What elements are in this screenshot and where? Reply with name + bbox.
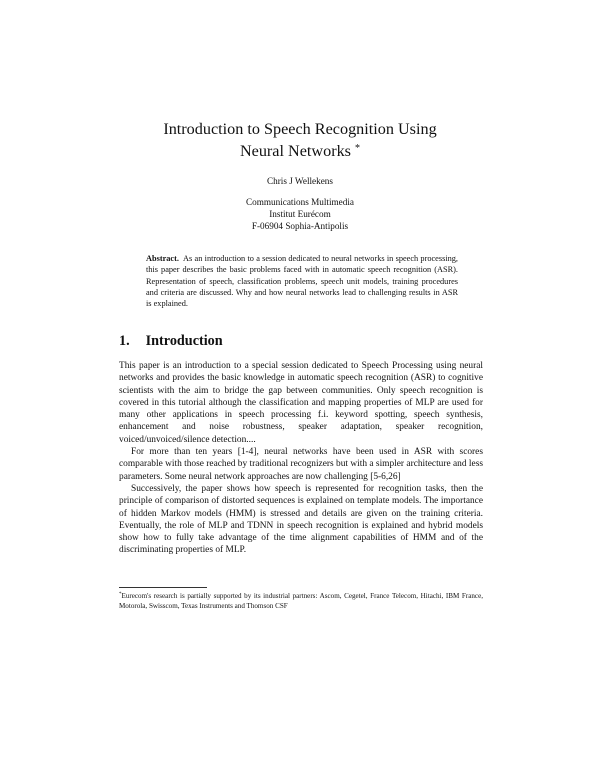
affiliation <box>0 196 600 232</box>
affiliation-line-2: Institut Eurécom <box>269 209 331 219</box>
affiliation-line-1: Communications Multimedia <box>246 197 354 207</box>
paragraph-1: This paper is an introduction to a special session dedicated to Speech Processing using neural networks and provides the basic knowledge in automatic speech recognition (ASR) to cognitive scientists with the aim to bridge the gap between communities. Only speech recognition is covered in this tutorial although the classification and mapping properties of MLP are used for many other applications in speech processing f.i. keyword spotting, speech synthesis, enhancement and noise robustness, speaker adaptation, speaker recognition, voiced/unvoiced/silence detection.... <box>119 361 483 445</box>
paragraph-2: For more than ten years [1-4], neural networks have been used in ASR with scores comparable with those reached by traditional recognizers but with a simpler architecture and less parameters. Some neural network approaches are now challenging [5-6,26] <box>119 447 483 482</box>
title-line-1: Introduction to Speech Recognition Using <box>163 120 437 138</box>
section-title: Introduction <box>145 333 223 349</box>
paper-title <box>0 119 600 161</box>
abstract-label: Abstract. <box>146 254 179 263</box>
body-text <box>119 360 483 557</box>
title-line-2 <box>0 139 600 161</box>
footnote-mark: * <box>119 592 122 597</box>
abstract-text: As an introduction to a session dedicated to neural networks in speech processing, this paper describes the basic problems faced with in automatic speech recognition (ASR). Representation of speech, classification problems, speech unit models, training procedures and criteria are discussed. Why and how neural networks lead to challenging results in ASR is explained. <box>146 254 458 309</box>
footnote-text: Eurecom's research is partially supported by its industrial partners: Ascom, Cegetel, France Telecom, Hitachi, IBM France, Motorola, Swisscom, Texas Instruments and Thomson CSF <box>119 592 483 610</box>
title-footnote-mark: * <box>355 143 361 154</box>
footnote <box>119 590 483 612</box>
title-line-2-text: Neural Networks <box>239 142 351 160</box>
footnote-divider <box>119 587 207 588</box>
paragraph-3: Successively, the paper shows how speech is represented for recognition tasks, then the principle of comparison of distorted sequences is explained on template models. The importance of hidden Markov models (HMM) is stressed and details are given on the training criteria. Eventually, the role of MLP and TDNN in speech recognition is explained and hybrid models show how to fully take advantage of the time alignment capabilities of HMM and of the discriminating properties of MLP. <box>119 483 483 556</box>
section-number: 1. <box>119 333 130 349</box>
abstract <box>146 253 458 309</box>
section-heading <box>119 333 223 350</box>
affiliation-line-3: F-06904 Sophia-Antipolis <box>251 221 349 231</box>
author-name: Chris J Wellekens <box>267 176 333 186</box>
